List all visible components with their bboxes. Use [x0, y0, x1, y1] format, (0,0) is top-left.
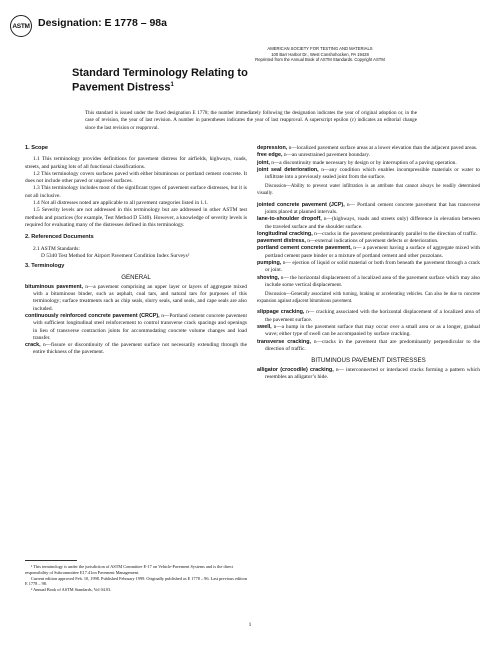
term-entry [257, 367, 480, 382]
astm-standards-label: 2.1 ASTM Standards: [33, 245, 80, 252]
footnotes [25, 560, 247, 593]
term-entry [257, 145, 480, 152]
publisher-line: 100 Barr Harbor Dr., West Conshohocken, PA 19428 [271, 51, 369, 57]
term-definition: n—external indications of pavement defects or deterioration. [305, 238, 439, 245]
term-name: longitudinal cracking, [257, 230, 313, 237]
title-footnote-ref: 1 [170, 82, 174, 88]
term-definition: n— Portland cement concrete pavement that has transverse joints placed at planned intervals. [265, 201, 480, 215]
term-definition: n—(highways, roads and streets only) difference in elevation between the traveled surface and the shoulder surface. [265, 216, 480, 230]
term-definition: n—localized pavement surface areas at a lower elevation than the adjacent paved areas. [287, 145, 478, 151]
term-name: jointed concrete pavement (JCP), [257, 201, 345, 208]
term-definition: n—cracks in the pavement that are predominantly perpendicular to the direction of traffic. [265, 338, 480, 352]
designation: Designation: E 1778 – 98a [38, 17, 167, 29]
footnote: ¹ This terminology is under the jurisdiction of ASTM Committee E-17 on Vehicle-Pavement Systems and is the direct responsibility of Subcommittee E17.41on Pavement Management. [25, 564, 234, 575]
scope-para: 1.3 This terminology includes most of the significant types of pavement surface distresses, but it is not all inclusive. [25, 185, 247, 199]
term-name: transverse cracking, [257, 338, 311, 345]
term-definition: n— cracking associated with the horizontal displacement of a localized area of the pavement surface. [265, 309, 480, 323]
document-title [72, 67, 248, 94]
general-heading: GENERAL [121, 274, 151, 282]
term-name: slippage cracking, [257, 309, 305, 316]
scope-para: 1.4 Not all distresses noted are applicable to all pavement categories listed in 1.1. [33, 200, 209, 207]
term-definition: n—an unrestrained pavement boundary. [282, 152, 370, 159]
term-entry [257, 339, 480, 354]
term-definition: n—a discontinuity made necessary by design or by interruption of a paving operation. [269, 159, 457, 166]
publisher-line: AMERICAN SOCIETY FOR TESTING AND MATERIALS [267, 46, 373, 51]
section-heading-referenced-documents: 2. Referenced Documents [25, 234, 94, 241]
term-entry [25, 342, 247, 357]
discussion-note: Discussion—Generally associated with turning, braking or accelerating vehicles. Can also be due to concrete expansion against adjacent bituminous pavement. [257, 292, 480, 304]
term-entry [257, 216, 480, 231]
title-line-2 [72, 79, 248, 94]
publisher-line: Reprinted from the Annual Book of ASTM Standards. Copyright ASTM [255, 57, 385, 63]
term-name: continuously reinforced concrete pavement (CRCP), [25, 312, 160, 319]
scope-para: 1.2 This terminology covers surfaces paved with either bituminous or portland cement concrete. It does not include other paved or unpaved surfaces. [25, 170, 247, 185]
left-column [25, 145, 247, 357]
term-definition: n—any condition which enables incompressible materials or water to infiltrate into a previously sealed joint from the surface. [265, 166, 481, 181]
standard-notice: This standard is issued under the fixed designation E 1778; the number immediately following the designation indicates the year of original adoption or, in the case of revision, the year of last revision. A number in parentheses indicates the year of last reapproval. A superscript epsilon (ε) indicates an editorial change since the last revision or reapproval. [85, 110, 417, 131]
term-definition: n—fissure or discontinuity of the pavement surface not necessarily extending through the entire thickness of the pavement. [33, 342, 247, 356]
term-name: free edge, [257, 152, 283, 159]
term-name: alligator (crocodile) cracking, [257, 366, 334, 373]
term-entry [257, 160, 480, 167]
footnote: Current edition approved Feb. 10, 1998. Published February 1999. Originally published as E 1778 – 96. Last previous edition E 1778 – 98. [25, 575, 247, 587]
bituminous-distresses-heading: BITUMINOUS PAVEMENT DISTRESSES [311, 357, 426, 365]
term-name: crack, [25, 342, 41, 349]
section-heading-terminology: 3. Terminology [25, 263, 65, 270]
term-entry [257, 309, 480, 324]
term-entry [257, 324, 480, 339]
term-entry [257, 275, 480, 290]
term-definition: n—cracks in the pavement predominantly parallel to the direction of traffic. [312, 230, 478, 237]
footnote-rule [25, 560, 77, 561]
term-name: swell, [257, 324, 272, 331]
term-name: joint seal deterioration, [257, 166, 319, 173]
term-name: bituminous pavement, [25, 283, 84, 290]
title-line-2-text: Pavement Distress [72, 81, 171, 94]
term-entry [257, 245, 480, 260]
term-definition: n— a pavement having a surface of aggregate mixed with portland cement paste binder or a mixture of portland cement and other pozzolans. [265, 245, 480, 259]
term-name: pumping, [257, 260, 282, 267]
term-definition: n—Portland cement concrete pavement with sufficient longitudinal steel reinforcement to control transverse crack spacings and openings in lieu of transverse contraction joints for accommodating concrete volume changes and load transfer. [33, 312, 247, 341]
page-number: 1 [248, 622, 252, 628]
title-line-1: Standard Terminology Relating to [72, 67, 248, 79]
term-definition: n—a pavement comprising an upper layer or layers of aggregate mixed with a bituminous binder, such as asphalt, coal tars, and natural tars for purposes of this terminology; surface treatments such as chip seals, slurry seals, sand seals, and cape seals are also included. [33, 283, 247, 312]
term-name: portland cement concrete pavement, [257, 245, 352, 252]
discussion-note: Discussion—Ability to prevent water infiltration is an attribute that cannot always be readily determined visually. [257, 184, 480, 197]
term-name: shoving, [257, 274, 280, 281]
scope-para: 1.5 Severity levels are not addressed in this terminology but are addressed in other ASTM test methods and practices (for example, Test Method D 5340). However, a knowledge of severity levels is required for evaluating many of the distresses defined in this terminology. [25, 207, 247, 228]
term-entry [257, 260, 480, 275]
term-name: depression, [257, 145, 288, 151]
astm-logo [10, 15, 32, 37]
publisher-block [230, 46, 410, 63]
term-definition: n— ejection of liquid or solid material or both from beneath the pavement through a crack or joint. [265, 260, 480, 274]
term-definition: n—a hump in the pavement surface that may occur over a small area or as a longer, gradual wave; either type of swell can be accompanied by surface cracking. [265, 324, 480, 338]
scope-para: 1.1 This terminology provides definitions for pavement distress for airfields, highways, roads, streets, and parking lots of all functional classifications. [25, 156, 247, 170]
term-name: joint, [257, 159, 270, 166]
term-definition: n— the horizontal displacement of a localized area of the pavement surface which may also include some vertical displacement. [265, 274, 480, 288]
term-name: pavement distress, [257, 238, 306, 245]
term-name: lane-to-shoulder dropoff, [257, 216, 322, 223]
referenced-document: D 5340 Test Method for Airport Pavement Condition Index Surveys² [41, 252, 190, 259]
term-entry [25, 284, 247, 313]
footnote: ² Annual Book of ASTM Standards, Vol 04.03. [31, 587, 112, 593]
term-definition: n— interconnected or interlaced cracks forming a pattern which resembles an alligator’s hide. [265, 366, 480, 380]
term-entry [257, 167, 480, 182]
term-entry [257, 152, 480, 159]
section-heading-scope: 1. Scope [25, 145, 49, 151]
term-entry [257, 202, 480, 217]
right-column [257, 145, 480, 381]
logo-text: ASTM [12, 22, 30, 30]
term-entry [25, 313, 247, 342]
